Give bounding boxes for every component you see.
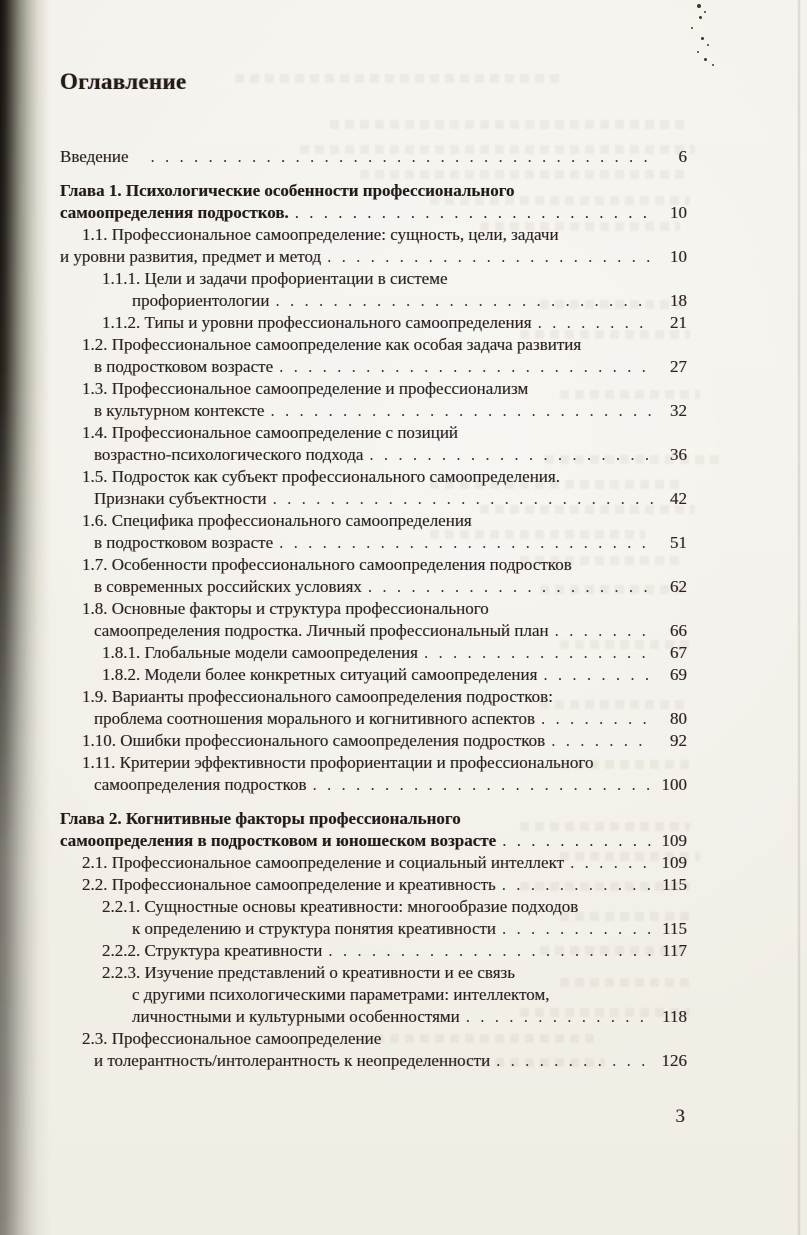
toc-line	[60, 510, 687, 532]
toc-entry	[60, 334, 687, 378]
toc-entry-text: и уровни развития, предмет и метод	[60, 247, 322, 266]
toc-line	[60, 808, 687, 830]
dot-leader	[537, 664, 653, 686]
toc-page-number: 115	[662, 875, 687, 894]
toc-line	[60, 752, 687, 774]
toc-entry-text: 1.8. Основные факторы и структура профессионального	[82, 599, 489, 618]
toc-page-number: 36	[670, 445, 687, 464]
toc-entry-text: 1.7. Особенности профессионального самоопределения подростков	[82, 555, 572, 574]
toc-line	[60, 1006, 687, 1028]
toc-entry	[60, 510, 687, 554]
toc-entry	[60, 312, 687, 334]
toc-line	[60, 334, 687, 356]
dot-leader	[564, 852, 653, 874]
toc-entry-text: в подростковом возрасте	[94, 357, 274, 376]
toc-line	[60, 444, 687, 466]
toc-entry	[60, 852, 687, 874]
toc-entry-text: в современных российских условиях	[94, 577, 362, 596]
dot-leader	[496, 874, 653, 896]
toc-line	[60, 830, 687, 852]
toc-entry-text: 2.2.1. Сущностные основы креативности: многообразие подходов	[102, 897, 579, 916]
toc-page-number: 32	[670, 401, 687, 420]
toc-page-number: 18	[670, 291, 687, 310]
toc-page-number: 51	[670, 533, 687, 552]
toc-line	[60, 224, 687, 246]
toc-line	[60, 730, 687, 752]
toc-entry-text: 2.3. Профессиональное самоопределение	[82, 1029, 382, 1048]
toc-line	[60, 532, 687, 554]
toc-entry-text: 1.8.2. Модели более конкретных ситуаций самоопределения	[102, 665, 538, 684]
toc-page-number: 117	[662, 941, 687, 960]
toc-entry-text: самоопределения подростка. Личный профессиональный план	[94, 621, 549, 640]
toc-page-number: 62	[670, 577, 687, 596]
dot-leader	[363, 444, 653, 466]
toc-entry-text: проблема соотношения морального и когнитивного аспектов	[94, 709, 535, 728]
toc-entry-text: самоопределения подростков.	[60, 203, 289, 222]
toc-entry-text: с другими психологическими параметрами: интеллектом,	[132, 985, 550, 1004]
toc-entry-text: возрастно-психологического подхода	[94, 445, 364, 464]
toc-entry-text: 2.1. Профессиональное самоопределение и социальный интеллект	[82, 853, 565, 872]
toc-entry	[60, 1028, 687, 1072]
toc-line	[60, 708, 687, 730]
toc-entry	[60, 896, 687, 940]
toc-entry	[60, 808, 687, 852]
toc-entry-text: 2.2.2. Структура креативности	[102, 941, 323, 960]
toc-entry-text: 2.2. Профессиональное самоопределение и креативность	[82, 875, 496, 894]
toc-line	[60, 268, 687, 290]
dot-leader	[496, 918, 653, 940]
toc-line	[60, 620, 687, 642]
dot-leader	[532, 312, 653, 334]
toc-line	[60, 918, 687, 940]
toc-entry-text: к определению и структура понятия креативности	[132, 919, 497, 938]
toc-line	[60, 664, 687, 686]
toc-entry-text: Глава 1. Психологические особенности профессионального	[60, 181, 515, 200]
dot-leader	[264, 400, 653, 422]
toc-entry-text: 2.2.3. Изучение представлений о креативности и ее связь	[102, 963, 515, 982]
folio-page-number: 3	[675, 1106, 685, 1127]
dot-leader	[418, 642, 653, 664]
toc-line	[60, 146, 687, 168]
toc-entry	[60, 466, 687, 510]
toc-page-number: 109	[661, 831, 687, 850]
toc-entry	[60, 554, 687, 598]
dot-leader	[549, 620, 653, 642]
toc-page-number: 42	[670, 489, 687, 508]
dot-leader	[535, 708, 653, 730]
toc-entry	[60, 224, 687, 268]
toc-entry-text: самоопределения подростков	[94, 775, 307, 794]
toc-entry-text: 1.11. Критерии эффективности профориентации и профессионального	[82, 753, 594, 772]
toc-entry-text: самоопределения в подростковом и юношеском возрасте	[60, 831, 497, 850]
toc-entry-text: в культурном контексте	[94, 401, 265, 420]
toc-heading: Оглавление	[60, 69, 187, 94]
toc-entry-text: 1.1.2. Типы и уровни профессионального самоопределения	[102, 313, 532, 332]
toc-page-number: 115	[662, 919, 687, 938]
toc-page-number: 109	[661, 853, 687, 872]
toc-line	[60, 246, 687, 268]
toc-entry-text: 1.4. Профессиональное самоопределение с позиций	[82, 423, 459, 442]
toc-line	[60, 466, 687, 488]
toc-line	[60, 984, 687, 1006]
toc-entry-text: профориентологии	[132, 291, 270, 310]
toc-line	[60, 378, 687, 400]
toc-line	[60, 356, 687, 378]
toc-entry-text: 1.1.1. Цели и задачи профориентации в системе	[102, 269, 448, 288]
dot-leader	[267, 488, 653, 510]
toc-entry-text: 1.10. Ошибки профессионального самоопределения подростков	[82, 731, 546, 750]
toc-page-number: 67	[670, 643, 687, 662]
toc-line	[60, 180, 687, 202]
toc-line	[60, 896, 687, 918]
toc-entry-text: 1.9. Варианты профессионального самоопределения подростков:	[82, 687, 553, 706]
dot-leader	[289, 202, 653, 224]
toc-entry-text: в подростковом возрасте	[94, 533, 274, 552]
toc-entry	[60, 940, 687, 962]
toc-page-number: 100	[661, 775, 687, 794]
toc-page-number: 126	[661, 1051, 687, 1070]
toc-entry-text: 1.2. Профессиональное самоопределение как особая задача развития	[82, 335, 582, 354]
dot-leader	[270, 290, 654, 312]
toc-entry	[60, 422, 687, 466]
toc-line	[60, 962, 687, 984]
toc-line	[60, 400, 687, 422]
toc-entry	[60, 146, 687, 168]
dot-leader	[321, 246, 653, 268]
toc-entry-text: и толерантность/интолерантность к неопределенности	[94, 1051, 491, 1070]
toc-line	[60, 488, 687, 510]
toc-line	[60, 774, 687, 796]
toc-entry-text: 1.8.1. Глобальные модели самоопределения	[102, 643, 418, 662]
toc-entry	[60, 642, 687, 664]
toc-line	[60, 852, 687, 874]
dot-leader	[273, 532, 653, 554]
toc-line	[60, 312, 687, 334]
dot-leader	[460, 1006, 653, 1028]
toc-line	[60, 642, 687, 664]
toc-entry-text: 1.6. Специфика профессионального самоопределения	[82, 511, 472, 530]
toc-entry	[60, 962, 687, 1028]
toc-entry	[60, 378, 687, 422]
toc-entry-text: Признаки субъектности	[94, 489, 267, 508]
toc-line	[60, 1050, 687, 1072]
dot-leader	[490, 1050, 653, 1072]
toc-line	[60, 686, 687, 708]
dot-leader	[273, 356, 653, 378]
toc-line	[60, 874, 687, 896]
toc-line	[60, 598, 687, 620]
toc-page-number: 10	[670, 203, 687, 222]
toc-entry	[60, 752, 687, 796]
toc-page-number: 118	[662, 1007, 687, 1026]
dot-leader	[545, 730, 653, 752]
dot-leader	[362, 576, 653, 598]
toc-line	[60, 554, 687, 576]
dot-leader	[322, 940, 653, 962]
dot-leader	[496, 830, 653, 852]
toc-entry	[60, 874, 687, 896]
toc-page-number: 80	[670, 709, 687, 728]
toc-entry	[60, 686, 687, 730]
toc-page-number: 92	[670, 731, 687, 750]
toc-line	[60, 202, 687, 224]
toc-list	[60, 146, 687, 1072]
toc-entry-text: Глава 2. Когнитивные факторы профессионального	[60, 809, 461, 828]
toc-entry	[60, 180, 687, 224]
toc-line	[60, 290, 687, 312]
toc-entry	[60, 598, 687, 642]
toc-page-number: 6	[678, 147, 687, 166]
toc-line	[60, 1028, 687, 1050]
toc-entry	[60, 664, 687, 686]
dot-leader	[307, 774, 653, 796]
toc-page-number: 21	[670, 313, 687, 332]
toc-entry-text: 1.1. Профессиональное самоопределение: сущность, цели, задачи	[82, 225, 559, 244]
toc-page-number: 27	[670, 357, 687, 376]
toc-page-number: 10	[670, 247, 687, 266]
toc-entry	[60, 730, 687, 752]
toc-entry-text: личностными и культурными особенностями	[132, 1007, 460, 1026]
toc-line	[60, 576, 687, 598]
toc-entry-text: 1.3. Профессиональное самоопределение и профессионализм	[82, 379, 529, 398]
toc-page-number: 66	[670, 621, 687, 640]
toc-entry	[60, 268, 687, 312]
dot-leader	[145, 146, 653, 168]
toc-entry-text: 1.5. Подросток как субъект профессионального самоопределения.	[82, 467, 560, 486]
toc-line	[60, 422, 687, 444]
toc-entry-text: Введение	[60, 147, 129, 166]
toc-page-number: 69	[670, 665, 687, 684]
toc-line	[60, 940, 687, 962]
